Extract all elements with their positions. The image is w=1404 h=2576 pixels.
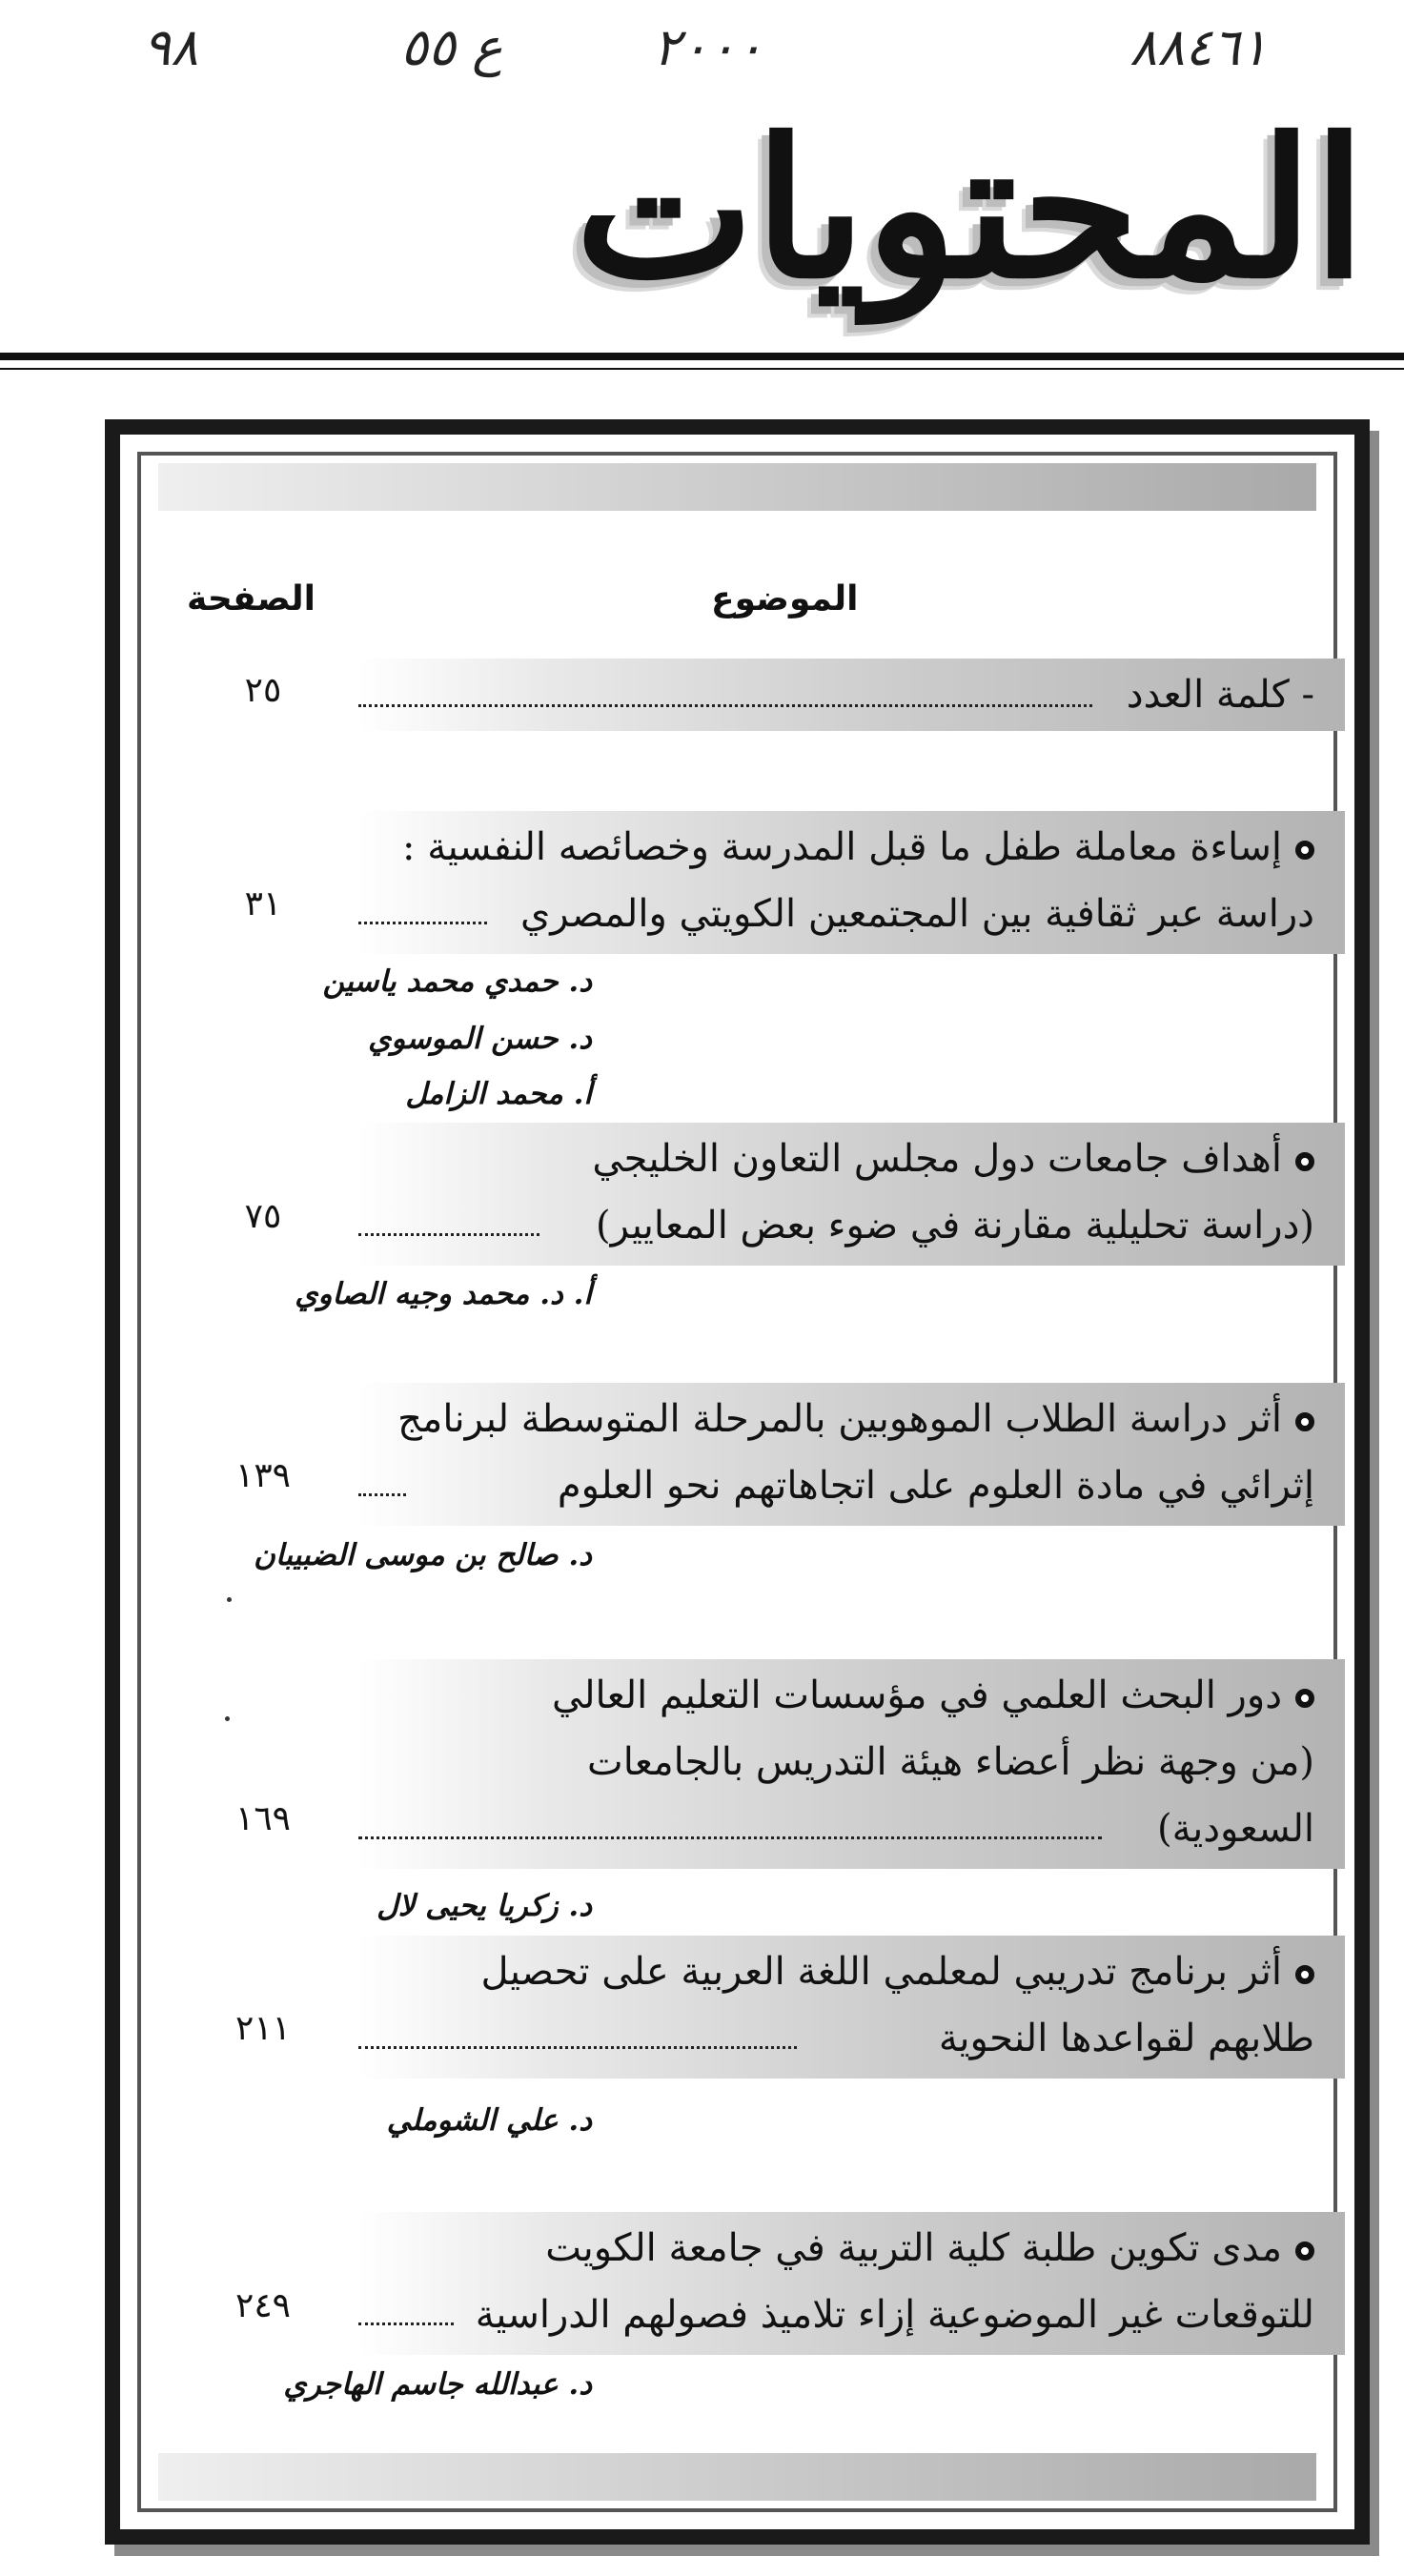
entry-title-line: إساءة معاملة طفل ما قبل المدرسة وخصائصه النفسية : (402, 814, 1314, 881)
bullet-icon (1295, 841, 1314, 860)
handwritten-note: ٨٨٤٦١ (1129, 17, 1269, 77)
page-number: ٣١ (244, 884, 282, 923)
page-number: ٢٤٩ (234, 2286, 291, 2325)
author: أ. محمد الزامل (405, 1077, 592, 1111)
bullet-icon (1295, 1152, 1314, 1171)
entry-title-line: أثر دراسة الطلاب الموهوبين بالمرحلة المتوسطة لبرنامج (397, 1386, 1314, 1452)
bullet-icon (1295, 2241, 1314, 2261)
decorative-band-top (158, 463, 1316, 511)
author: د. علي الشوملي (386, 2103, 592, 2138)
entry-title-line: للتوقعات غير الموضوعية إزاء تلاميذ فصولهم الدراسية (475, 2293, 1314, 2337)
leader-dots (358, 922, 487, 926)
entry-title-line: دور البحث العلمي في مؤسسات التعليم العالي (552, 1662, 1314, 1729)
entry-title-line: طلابهم لقواعدها النحوية (938, 2017, 1314, 2060)
title-rule (0, 353, 1404, 360)
decorative-band-bottom (158, 2453, 1316, 2501)
author: أ. د. محمد وجيه الصاوي (295, 1277, 592, 1311)
page-number: ١٣٩ (234, 1456, 291, 1495)
handwritten-note: ٩٨ (143, 17, 199, 77)
page-number: ٧٥ (244, 1197, 282, 1236)
leader-dots (358, 704, 1092, 709)
bullet-icon (1295, 1965, 1314, 1984)
contents-frame (105, 419, 1370, 2545)
leader-dots (358, 1836, 1102, 1841)
leader-dots (358, 1493, 406, 1498)
page-number: ٢١١ (234, 2009, 291, 2048)
leader-dots (358, 2046, 797, 2051)
entry-title-line: مدى تكوين طلبة كلية التربية في جامعة الكويت (545, 2215, 1314, 2282)
bullet-icon (1295, 1689, 1314, 1708)
entry-title-line: - كلمة العدد (1126, 673, 1314, 717)
entry-title-line: دراسة عبر ثقافية بين المجتمعين الكويتي والمصري (519, 892, 1314, 936)
entry-title-line: إثرائي في مادة العلوم على اتجاهاتهم نحو العلوم (557, 1464, 1314, 1508)
column-header-topic: الموضوع (711, 579, 859, 619)
entry-title-line: (من وجهة نظر أعضاء هيئة التدريس بالجامعات (587, 1740, 1314, 1784)
entry-title-line: أثر برنامج تدريبي لمعلمي اللغة العربية على تحصيل (481, 1938, 1314, 2005)
author: د. صالح بن موسى الضبيبان (254, 1538, 592, 1572)
entry-title-line: (دراسة تحليلية مقارنة في ضوء بعض المعايير) (596, 1204, 1314, 1247)
handwritten-note: ٢٠٠٠ (653, 17, 764, 77)
bullet-icon (1295, 1412, 1314, 1431)
entry-title-line: أهداف جامعات دول مجلس التعاون الخليجي (592, 1126, 1314, 1192)
page-number: ١٦٩ (234, 1799, 291, 1838)
author: د. حسن الموسوي (368, 1022, 592, 1056)
title-rule-thin (0, 368, 1404, 370)
column-header-page: الصفحة (187, 579, 316, 619)
author: د. حمدي محمد ياسين (322, 964, 592, 999)
scan-speck (225, 1716, 230, 1721)
author: د. زكريا يحيى لال (376, 1889, 592, 1923)
author: د. عبدالله جاسم الهاجري (283, 2367, 592, 2402)
entry-title-line: السعودية) (1157, 1807, 1314, 1851)
page-number: ٢٥ (244, 671, 282, 710)
page-title: المحتويات (575, 97, 1366, 321)
leader-dots (358, 1233, 539, 1238)
handwritten-note: ع ٥٥ (400, 17, 503, 77)
leader-dots (358, 2322, 454, 2327)
scan-speck (227, 1597, 232, 1602)
